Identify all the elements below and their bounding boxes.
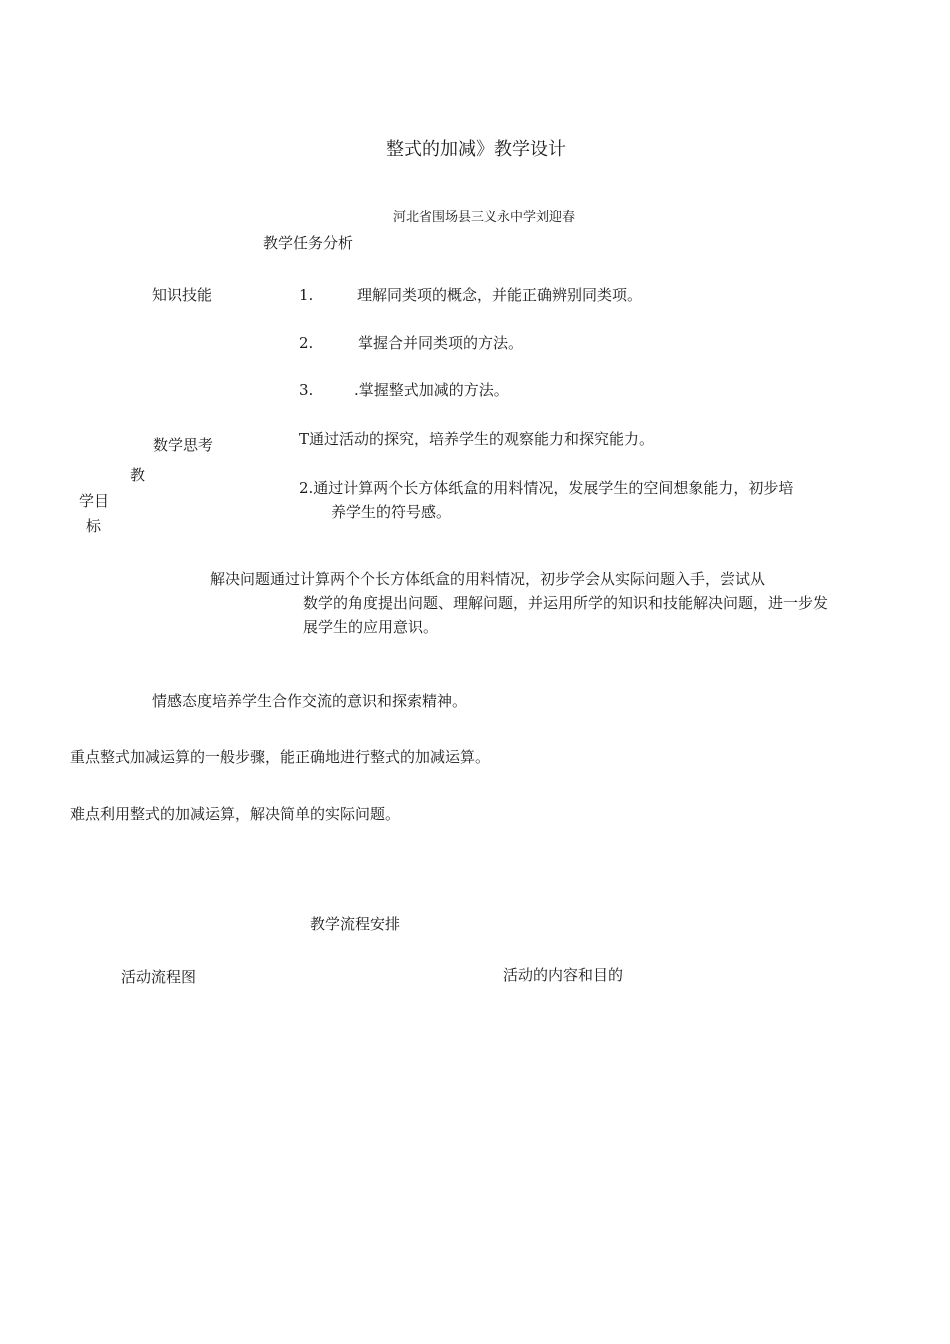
thinking-item-2-line-1: 2.通过计算两个长方体纸盒的用料情况，发展学生的空间想象能力，初步培 bbox=[299, 479, 794, 497]
flow-column-header-content: 活动的内容和目的 bbox=[503, 966, 624, 984]
knowledge-item-1-text: 理解同类项的概念，并能正确辨别同类项。 bbox=[357, 286, 643, 304]
difficulty-point: 难点利用整式的加减运算，解决简单的实际问题。 bbox=[70, 805, 401, 823]
problem-solving-line-2: 数学的角度提出问题、理解问题，并运用所学的知识和技能解决问题，进一步发 bbox=[303, 594, 829, 612]
knowledge-item-3-number: 3. bbox=[299, 381, 314, 399]
teaching-goals-label-part3: 标 bbox=[86, 517, 102, 535]
knowledge-item-2-text: 掌握合并同类项的方法。 bbox=[358, 334, 524, 352]
thinking-item-1: T通过活动的探究，培养学生的观察能力和探究能力。 bbox=[299, 430, 655, 448]
knowledge-skills-label: 知识技能 bbox=[152, 286, 213, 304]
teaching-goals-label-part2: 学目 bbox=[79, 492, 110, 510]
thinking-item-2-line-2: 养学生的符号感。 bbox=[331, 503, 452, 521]
emotion-attitude: 情感态度培养学生合作交流的意识和探索精神。 bbox=[152, 692, 468, 710]
teaching-goals-label-part1: 教 bbox=[130, 466, 146, 484]
section-heading-task-analysis: 教学任务分析 bbox=[263, 234, 354, 252]
problem-solving-line-1: 解决问题通过计算两个个长方体纸盒的用料情况，初步学会从实际问题入手，尝试从 bbox=[210, 570, 766, 588]
document-title: 整式的加减》教学设计 bbox=[386, 139, 566, 160]
flow-column-header-chart: 活动流程图 bbox=[121, 968, 197, 986]
knowledge-item-1-number: 1. bbox=[299, 286, 314, 304]
knowledge-item-3-text: .掌握整式加减的方法。 bbox=[354, 381, 509, 399]
key-point: 重点整式加减运算的一般步骤，能正确地进行整式的加减运算。 bbox=[70, 748, 491, 766]
problem-solving-line-3: 展学生的应用意识。 bbox=[303, 618, 439, 636]
section-heading-teaching-flow: 教学流程安排 bbox=[310, 915, 401, 933]
knowledge-item-2-number: 2. bbox=[299, 334, 314, 352]
author-line: 河北省围场县三义永中学刘迎春 bbox=[393, 210, 576, 225]
math-thinking-label: 数学思考 bbox=[153, 436, 214, 454]
